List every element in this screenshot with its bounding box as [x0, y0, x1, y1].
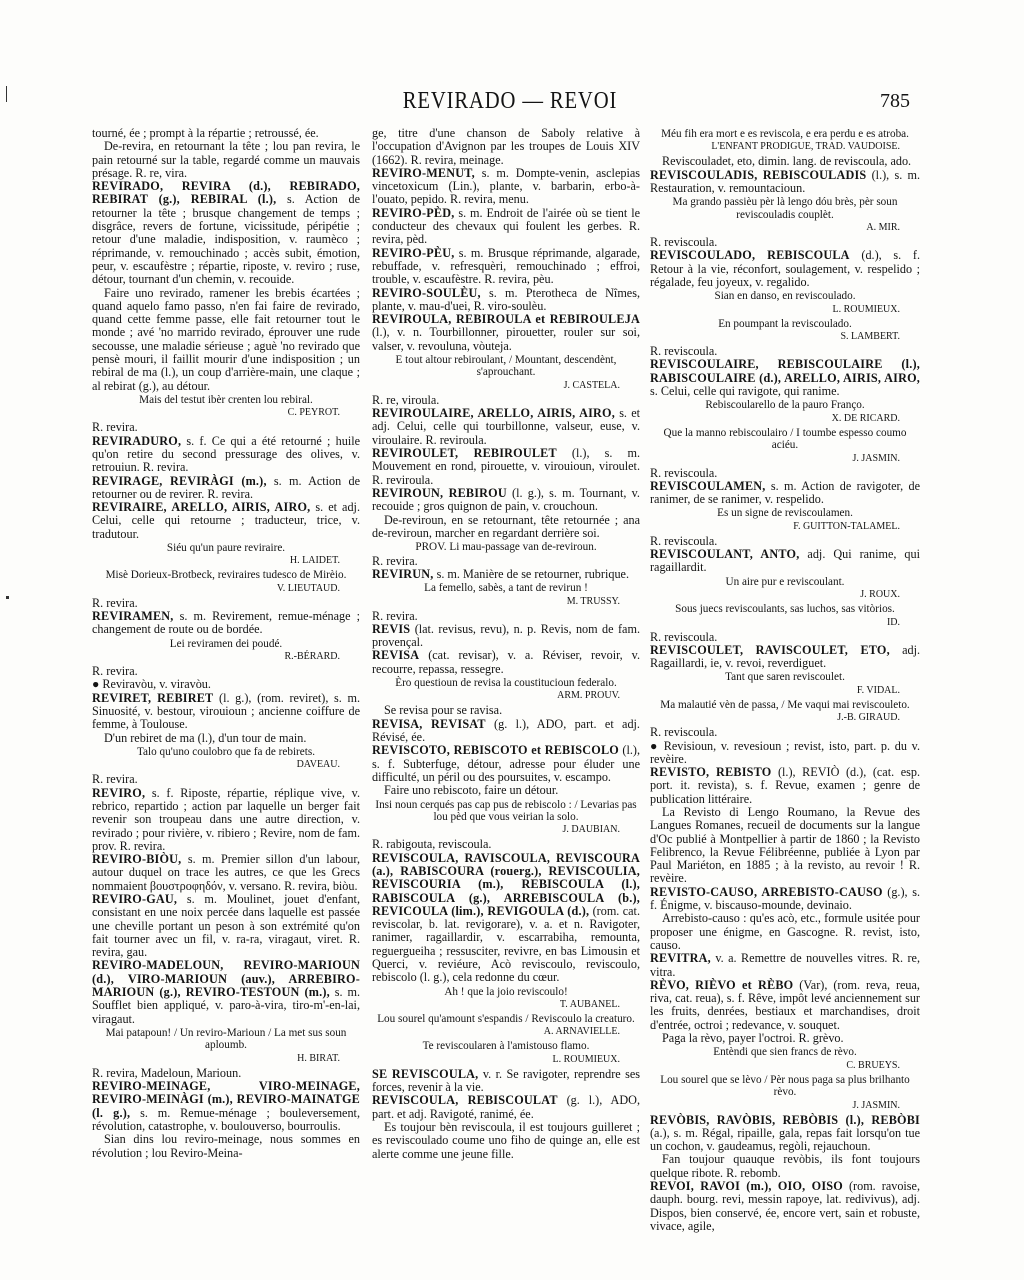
dictionary-entry	[650, 358, 920, 398]
dictionary-entry	[372, 568, 640, 581]
entry-text: s. Celui, celle qui ravigote, qui ranime.	[650, 384, 840, 398]
dictionary-entry	[650, 644, 920, 671]
entry-text: s. m. Moulinet, jouet d'enfant, consistant en une noix percée dans laquelle est passée une cheville portant un peson à son extrémité qu'on fait tourner avec un fil, v. ra-ra, viragaut, viret. R. revira, gau.	[92, 891, 360, 960]
citation	[372, 677, 640, 689]
dictionary-entry	[650, 249, 920, 289]
entry-text: s. m. Brusque réprimande, algarade, rebuffade, v. refresquèri, remouchinado ; effroi, trouble, v. escaufèstre. R. revira, pèu.	[372, 245, 640, 287]
dictionary-entry	[650, 886, 920, 913]
citation-author	[650, 304, 920, 316]
headword: REVIRET, REBIRET	[92, 690, 214, 705]
entry-text: s. m. Manière de se retourner, rubrique.	[433, 566, 629, 581]
entry-text: R. revira.	[92, 420, 138, 435]
entry-text: F. GUITTON-TALAMEL.	[793, 520, 900, 532]
entry-text: s. et adj. Celui, celle qui tourbillonne, valseur, euse, v. viroulaire. R. reviroula.	[372, 406, 640, 447]
dictionary-entry	[92, 127, 360, 140]
citation-author	[650, 222, 920, 234]
dictionary-entry	[650, 155, 920, 168]
citation	[92, 746, 360, 758]
entry-text: s. m. Action de retourner ou de revirer. R. revira.	[92, 473, 360, 501]
citation-author	[372, 380, 640, 392]
entry-text: Tant que saren reviscoulet.	[725, 671, 845, 684]
headword: REVISCOULA, RAVISCOULA, REVISCOURA (a.), RABISCOURA (rouerg.), REVISCOULIA, REVISCOURIA (m.), REBISCOULA (l.), RABISCOULA (g.), ARREBISCOULA (b.), REVICOULA (lim.), REVIGOULA (d.),	[372, 850, 640, 918]
entry-text: J. DAUBIAN.	[562, 824, 620, 836]
entry-text: R. revira.	[92, 664, 138, 679]
dictionary-entry	[92, 1080, 360, 1133]
entry-text: Te reviscoularen à l'amistouso flamo.	[422, 1040, 590, 1053]
entry-text: R. revira, Madeloun, Marioun.	[92, 1065, 242, 1080]
dictionary-entry	[650, 979, 920, 1032]
dictionary-entry	[372, 487, 640, 514]
entry-text: R. revira.	[372, 553, 418, 568]
citation-author	[650, 712, 920, 724]
entry-text: (rom. ravoise, dauph. bourg. revi, messin rapoye, lat. redivivus), adj. Dispos, bien conservé, ée, encore vert, sain et robuste, vivace, agile,	[650, 1179, 920, 1233]
dictionary-entry	[372, 555, 640, 568]
entry-text: (g. l.), ADO, part. et adj. Révisé, ée.	[372, 716, 640, 745]
dictionary-entry	[92, 678, 360, 691]
entry-text: Entèndi que sien francs de rèvo.	[713, 1046, 857, 1059]
headword: REVIROULET, REBIROULET	[372, 446, 557, 461]
entry-text: V. LIEUTAUD.	[276, 582, 340, 594]
headword: REVISTO-CAUSO, ARREBISTO-CAUSO	[650, 884, 883, 899]
entry-text: R. reviscoula.	[650, 235, 718, 250]
entry-text: (a.), s. m. Régal, ripaille, gala, repas fait lorsqu'on tue un cochon, v. gaudeamus, regòli, rejauchoun.	[650, 1125, 920, 1154]
entry-text: Lou sourel qu'amount s'espandis / Reviscoulo la creaturo.	[377, 1012, 635, 1025]
dictionary-entry	[92, 1133, 360, 1160]
entry-text: PROV. Li mau-passage van de-reviroun.	[415, 541, 597, 554]
entry-text: s. m. Soufflet bien appliqué, v. paro-à-vira, tiro-m'-en-lai, viragaut.	[92, 985, 360, 1026]
entry-text: R. rabigouta, reviscoula.	[372, 837, 492, 852]
headword: REVITRA,	[650, 951, 711, 966]
citation-author	[92, 651, 360, 663]
entry-text: H. LAIDET.	[289, 555, 340, 567]
entry-text: s. et adj. Celui, celle qui retourne ; traducteur, trice, v. tradutour.	[92, 500, 360, 541]
entry-text: C. BRUEYS.	[846, 1059, 900, 1071]
entry-text: Es un signe de reviscoulamen.	[717, 507, 853, 520]
entry-text: ARM. PROUV.	[557, 690, 620, 702]
entry-text: Arrebisto-causo : qu'es acò, etc., formule usitée pour proposer une énigme, en Gascogne. R. revist, isto, causo.	[650, 911, 920, 952]
entry-text: E tout altour rebiroulant, / Mountant, descendènt, s'aprouchant.	[395, 354, 617, 379]
entry-text: ID.	[886, 616, 900, 628]
entry-text: Èro questioun de revisa la coustitucioun federalo.	[395, 677, 617, 690]
entry-text: Reviscouladet, eto, dimin. lang. de reviscoula, ado.	[662, 154, 912, 169]
headword: SE REVISCOULA,	[372, 1066, 479, 1081]
entry-text: R. revira.	[92, 772, 138, 787]
entry-text: (cat. revisar), v. a. Réviser, revoir, v. recourre, repassa, ressegre.	[372, 648, 640, 676]
entry-text: s. m. Premier sillon d'un labour, autour duquel on trace les autres, ce que les Grecs nommaient βουστροφηδόν, v. versano. R. revira, biòu.	[92, 852, 360, 893]
entry-text: De-reviroun, en se retournant, tête retournée ; ana de-reviroun, marcher en regardant derrière soi.	[372, 512, 640, 540]
dictionary-entry	[650, 169, 920, 196]
dictionary-entry	[92, 180, 360, 286]
entry-text: Insi noun cerqués pas cap pus de rebiscolo : / Levarias pas lou pèd que vous veirian la solo.	[375, 798, 637, 823]
headword: REVISA	[372, 648, 420, 663]
dictionary-entry	[650, 236, 920, 249]
entry-text: La Revisto di Lengo Roumano, la Revue des Langues Romanes, recueil de documents sur la langue d'Oc publié à Montpellier à partir de 1860 ; la Revisto Felibrenco, la Revue Félibréenne, publiée à Lyon par Paul Mariéton, en 1885 ; à la revisto, au revoir ! R. revèire.	[650, 805, 920, 886]
citation-author	[372, 1026, 640, 1038]
entry-text: Lou sourel que se lèvo / Pèr nous paga sa plus brilhanto rèvo.	[660, 1073, 910, 1099]
dictionary-entry	[372, 623, 640, 650]
dictionary-entry	[372, 167, 640, 207]
entry-text: (l.), v. n. Tourbillonner, pirouetter, rouler sur soi, valser, v. revouluna, vòuteja.	[372, 325, 640, 353]
headword: REVIRO-MEINAGE, VIRO-MEINAGE, REVIRO-MEINÀGI (m.), REVIRO-MAINATGE (l. g.),	[92, 1079, 360, 1120]
dictionary-entry	[650, 1032, 920, 1045]
entry-text: J. JASMIN.	[852, 1099, 900, 1111]
headword: REVISTO, REBISTO	[650, 765, 772, 780]
entry-text: R. reviscoula.	[650, 465, 718, 480]
dictionary-entry	[92, 421, 360, 434]
citation-author	[650, 617, 920, 629]
entry-text: A. ARNAVIELLE.	[543, 1026, 620, 1038]
margin-dot	[6, 596, 9, 599]
dictionary-entry	[650, 548, 920, 575]
entry-text: s. m. Action de ravigoter, de ranimer, de se ranimer, v. respelido.	[650, 478, 920, 507]
entry-text: s. m. Remue-ménage ; bouleversement, révolution, catastrophe, v. boulouverso, bourroulis.	[92, 1105, 360, 1133]
citation-author	[650, 521, 920, 533]
page-number: 785	[880, 90, 910, 112]
dictionary-entry	[92, 435, 360, 475]
citation	[650, 1074, 920, 1099]
citation	[92, 569, 360, 581]
headword: REVIRO-SOULÈU,	[372, 285, 481, 300]
dictionary-entry	[650, 766, 920, 806]
headword: REVIRAIRE, ARELLO, AIRIS, AIRO,	[92, 500, 311, 515]
dictionary-entry	[650, 912, 920, 952]
page-header	[110, 88, 910, 124]
entry-text: Es toujour bèn reviscoula, il est toujours guilleret ; es reviscoulado coume uno fiho de quinge an, elle est alerte comme une jeune fille.	[372, 1119, 640, 1161]
dictionary-entry	[92, 773, 360, 786]
headword: REVIROULAIRE, ARELLO, AIRIS, AIRO,	[372, 406, 615, 421]
entry-text: (g.), s. f. Énigme, v. biscauso-mounde, devinaio.	[650, 884, 920, 913]
citation-author	[650, 141, 920, 153]
column-3	[650, 127, 920, 1247]
entry-text: s. m. Pterotheca de Nîmes, plante, v. mau-d'uei, R. viro-soulèu.	[372, 285, 640, 313]
entry-text: J. CASTELA.	[563, 379, 620, 391]
citation	[650, 1046, 920, 1058]
dictionary-entry	[372, 704, 640, 717]
dictionary-entry	[92, 665, 360, 678]
headword: REVISCOULAIRE, REBISCOULAIRE (l.), RABISCOULAIRE (d.), ARELLO, AIRIS, AIRO,	[650, 357, 920, 385]
dictionary-entry	[92, 732, 360, 745]
dictionary-entry	[372, 394, 640, 407]
entry-text: s. Action de retourner la tête ; brusque changement de temps ; disgrâce, revers de fortune, vicissitude, péripétie ; retour d'une maladie, indisposition, v. raumèco ; réprimande, v. remouchinado ; accès subit, émotion, peur, v. escaufèstre ; répartie, riposte, v. reviro ; ruse, détour, tournant d'un chemin, v. recouide.	[92, 192, 360, 287]
entry-text: Sous juecs reviscoulants, sas luchos, sas vitòrios.	[675, 603, 895, 616]
headword: RÈVO, RIÈVO et RÈBO	[650, 977, 794, 992]
dictionary-entry	[372, 610, 640, 623]
entry-text: Ma grando passièu pèr là lengo dóu brès, pèr soun reviscouladis couplèt.	[672, 196, 898, 221]
entry-text: Fan toujour quauque revòbis, ils font toujours quelque ribote. R. rebomb.	[650, 1152, 920, 1180]
entry-text: (l. g.), s. m. Tournant, v. recouide ; gros quignon de pain, v. crouchoun.	[372, 485, 640, 514]
entry-text: Mais del testut ibèr crenten lou rebiral.	[139, 393, 313, 406]
dictionary-entry	[650, 806, 920, 886]
column-2	[372, 127, 640, 1247]
entry-text: R. reviscoula.	[650, 533, 718, 548]
headword: REVIRO-PÈU,	[372, 245, 455, 260]
entry-text: Un aire pur e reviscoulant.	[725, 575, 845, 588]
dictionary-entry	[92, 692, 360, 732]
entry-text: Siéu qu'un paure reviraire.	[166, 542, 286, 555]
headword: REVIROUN, REBIROU	[372, 485, 507, 500]
entry-text: De-revira, en retournant la tête ; lou pan revira, le pain retourné sur la table, regardé comme un mauvais présage. R. re, vira.	[92, 139, 360, 180]
citation-author	[372, 690, 640, 702]
citation-author	[92, 759, 360, 771]
entry-text: X. DE RICARD.	[831, 412, 900, 424]
dictionary-entry	[372, 287, 640, 314]
entry-text: Se revisa pour se ravisa.	[384, 703, 503, 718]
citation	[372, 1013, 640, 1025]
entry-text: Lei reviramen dei poudé.	[169, 637, 283, 650]
citation	[650, 603, 920, 615]
entry-text: R.-BÉRARD.	[284, 651, 340, 663]
entry-text: adj. Qui ranime, qui ragaillardit.	[650, 547, 920, 575]
dictionary-entry	[650, 952, 920, 979]
citation	[92, 542, 360, 554]
dictionary-entry	[650, 631, 920, 644]
headword: REVIRUN,	[372, 566, 434, 581]
entry-text: (Var), (rom. reva, reua, riva, cat. reua), s. f. Rêve, impôt levé anciennement sur les fruits, denrées, bestiaux et marchandises, droit d'entrée, octroi ; redevance, v. souquet.	[650, 977, 920, 1032]
entry-text: Faire uno revirado, ramener les brebis écartées ; quand aquelo famo passo, n'en fai faire de revirado, quand cette femme passe, elle fait retourner tout le monde ; avé 'no marrido revirado, éprouver une rude secousse, une maladie sérieuse ; aguè 'no revirado que pensè mouri, il faillit mourir d'une indisposition ; un rebiral de ma (l.), un coup d'arrière-main, une claque ; al rebirat (g.), au détour.	[92, 285, 360, 393]
citation-author	[650, 589, 920, 601]
headword: REVISCOULANT, ANTO,	[650, 547, 800, 562]
entry-text: v. a. Remettre de nouvelles vitres. R. re, vitra.	[650, 951, 920, 979]
entry-text: Mai patapoun! / Un reviro-Marioun / La met sus soun aploumb.	[105, 1026, 347, 1052]
entry-text: F. VIDAL.	[856, 684, 900, 696]
citation	[372, 799, 640, 824]
entry-text: (g. l.), ADO, part. et adj. Ravigoté, ranimé, ée.	[372, 1093, 640, 1121]
dictionary-entry	[650, 345, 920, 358]
citation-author	[650, 413, 920, 425]
dictionary-entry	[372, 447, 640, 487]
dictionary-entry	[650, 467, 920, 480]
headword: REVIRAGE, REVIRÀGI (m.),	[92, 473, 267, 488]
entry-text: A. MIR.	[866, 222, 900, 234]
dictionary-entry	[92, 287, 360, 393]
entry-text: (l.), REVIÒ (d.), (cat. esp. port. it. revista), s. f. Revue, examen ; genre de publication littéraire.	[650, 765, 920, 806]
headword: REVOI, RAVOI (m.), OIO, OISO	[650, 1179, 843, 1194]
dictionary-entry	[92, 787, 360, 853]
dictionary-entry	[650, 480, 920, 507]
dictionary-entry	[92, 893, 360, 959]
citation	[650, 576, 920, 588]
citation	[372, 986, 640, 998]
entry-text: R. reviscoula.	[650, 725, 718, 740]
entry-text: DAVEAU.	[296, 759, 340, 771]
entry-text: (l.), s. m. Restauration, v. remountacioun.	[650, 167, 920, 195]
citation	[372, 582, 640, 594]
entry-text: Misè Dorieux-Brotbeck, reviraires tudesco de Mirèio.	[105, 569, 347, 582]
entry-text: (rom. cat. reviscolar, b. lat. revigorare), v. a. et n. Ravigoter, ranimer, ragaillardir, v. escarrabiha, remounta, reguergueiha ; ressusciter, revivre, en bas Limousin et Querci, v. reviéure, Acò reviscoulo, reviscoulo, rebiscolo (l. g.), cela redonne du cœur.	[372, 903, 640, 985]
citation	[650, 699, 920, 711]
headword: REVÒBIS, RAVÒBIS, REBÒBIS (l.), REBÒBI	[650, 1112, 920, 1127]
dictionary-entry	[92, 1067, 360, 1080]
entry-text: J.-B. GIRAUD.	[837, 712, 900, 724]
citation	[650, 427, 920, 452]
entry-text: v. r. Se ravigoter, reprendre ses forces, revenir à la vie.	[372, 1066, 640, 1095]
entry-text: s. m. Endroit de l'airée où se tient le conducteur des chevaux qui foulent les gerbes. R. revira, pèd.	[372, 205, 640, 247]
entry-text: ge, titre d'une chanson de Saboly relative à l'occupation d'Avignon par les troupes de Louis XIV (1662). R. revira, meinage.	[372, 127, 640, 167]
dictionary-entry	[372, 247, 640, 287]
dictionary-entry	[650, 726, 920, 739]
citation	[650, 507, 920, 519]
dictionary-entry	[92, 853, 360, 893]
dictionary-entry	[92, 475, 360, 502]
dictionary-entry	[372, 127, 640, 167]
entry-text: tourné, ée ; prompt à la répartie ; retroussé, ée.	[92, 127, 319, 140]
entry-text: M. TRUSSY.	[566, 595, 620, 607]
entry-text: (l. g.), (rom. reviret), s. m. Sinuosité, v. bestour, virouioun ; ancienne coiffure de femme, à Toulouse.	[92, 690, 360, 732]
dictionary-entry	[372, 744, 640, 784]
entry-text: Paga la rèvo, payer l'octroi. R. grèvo.	[662, 1031, 844, 1046]
citation	[92, 638, 360, 650]
entry-text: Faire uno rebiscoto, faire un détour.	[384, 783, 559, 798]
dictionary-entry	[372, 313, 640, 353]
headword: REVIRO-MADELOUN, REVIRO-MARIOUN (d.), VIRO-MARIOUN (auv.), ARREBIRO-MARIOUN (g.), REVIRO-TESTOUN (m.),	[92, 958, 360, 1000]
entry-text: (l.), s. m. Mouvement en rond, pirouette, v. virouioun, viroulet. R. reviroula.	[372, 446, 640, 487]
entry-text: ● Revisioun, v. revesioun ; revist, isto, part. p. du v. revèire.	[650, 738, 920, 766]
citation	[372, 1040, 640, 1052]
entry-text: J. ROUX.	[860, 589, 900, 601]
entry-text: R. reviscoula.	[650, 344, 718, 359]
dictionary-entry	[372, 407, 640, 447]
citation-author	[372, 596, 640, 608]
entry-text: L. ROUMIEUX.	[552, 1053, 620, 1065]
dictionary-entry	[372, 207, 640, 247]
citation	[650, 290, 920, 302]
dictionary-entry	[372, 838, 640, 851]
entry-text: s. f. Ce qui a été retourné ; huile qu'on retire du second pressurage des olives, v. retrouiun. R. revira.	[92, 433, 360, 475]
entry-text: R. revira.	[372, 608, 418, 623]
dictionary-entry	[92, 610, 360, 637]
entry-text: H. BIRAT.	[297, 1052, 340, 1064]
citation	[650, 128, 920, 140]
entry-text: R. reviscoula.	[650, 629, 718, 644]
headword: REVISCOULADO, REBISCOULA	[650, 248, 850, 263]
dictionary-entry	[92, 597, 360, 610]
headword: REVIROULA, REBIROULA et REBIROULEJA	[372, 312, 640, 327]
entry-text: J. JASMIN.	[852, 452, 900, 464]
citation-author	[650, 1100, 920, 1112]
headword: REVIRADURO,	[92, 433, 182, 448]
dictionary-entry	[372, 1068, 640, 1095]
entry-text: s. m. Revirement, remue-ménage ; changement de route ou de bordée.	[92, 609, 360, 637]
citation	[92, 1027, 360, 1052]
citation-author	[650, 453, 920, 465]
entry-text: (l.), s. f. Subterfuge, détour, adresse pour éluder une difficulté, un péril ou des poursuites, v. escampo.	[372, 743, 640, 784]
dictionary-entry	[650, 740, 920, 767]
entry-text: Méu fih era mort e es reviscola, e era perdu e es atroba.	[661, 128, 909, 140]
dictionary-entry	[372, 784, 640, 797]
citation-author	[372, 824, 640, 836]
entry-text: s. f. Riposte, répartie, réplique vive, v. rebrico, repartido ; action par laquelle un berger fait revenir son troupeau dans une autre direction, v. revirado ; pour rivière, v. ribiero ; Revire, nom de fam. prov. R. revira.	[92, 785, 360, 853]
dictionary-entry	[92, 501, 360, 541]
citation-author	[650, 1060, 920, 1072]
entry-text: L. ROUMIEUX.	[832, 303, 900, 315]
citation-author	[92, 555, 360, 567]
dictionary-entry	[372, 649, 640, 676]
citation-author	[650, 331, 920, 343]
entry-text: Que la manno rebiscoulairo / I toumbe espesso coumo aciéu.	[663, 426, 907, 452]
headword: REVIRO-GAU,	[92, 891, 178, 906]
headword: REVISCOULAMEN,	[650, 478, 766, 493]
citation-author	[92, 583, 360, 595]
dictionary-entry	[372, 1094, 640, 1121]
headword: REVISCOULA, REBISCOULAT	[372, 1093, 558, 1108]
entry-text: ● Reviravòu, v. viravòu.	[92, 677, 211, 692]
entry-text: D'un rebiret de ma (l.), d'un tour de main.	[104, 730, 307, 745]
dictionary-entry	[92, 140, 360, 180]
citation	[372, 541, 640, 553]
citation-author	[650, 685, 920, 697]
headword: REVIRO,	[92, 785, 146, 800]
entry-text: s. m. Dompte-venin, asclepias vincetoxicum (Lin.), plante, v. barbarin, erbo-à-l'ouato, pepido. R. revira, menu.	[372, 165, 640, 207]
dictionary-entry	[92, 959, 360, 1025]
entry-text: Ah ! que la joio reviscoulo!	[444, 985, 568, 998]
citation	[650, 196, 920, 221]
entry-text: Sian dins lou reviro-meinage, nous sommes en révolution ; lou Reviro-Meina-	[92, 1132, 360, 1160]
headword: REVIRAMEN,	[92, 609, 174, 624]
headword: REVIRO-PÈD,	[372, 205, 455, 220]
citation-author	[92, 1053, 360, 1065]
headword: REVISCOULADIS, REBISCOULADIS	[650, 167, 867, 182]
headword: REVISA, REVISAT	[372, 716, 486, 731]
entry-text: adj. Ragaillardi, ie, v. revoi, reverdiguet.	[650, 642, 920, 671]
dictionary-entry	[372, 852, 640, 985]
dictionary-entry	[650, 1114, 920, 1154]
citation	[372, 354, 640, 379]
citation	[92, 394, 360, 406]
entry-text: (d.), s. f. Retour à la vie, réconfort, soulagement, v. respelido ; régalade, feu joyeux, v. regalido.	[650, 248, 920, 289]
entry-text: L'ENFANT PRODIGUE, TRAD. VAUDOISE.	[711, 141, 900, 153]
headword: REVISCOTO, REBISCOTO et REBISCOLO	[372, 743, 619, 758]
citation-author	[372, 1054, 640, 1066]
margin-mark	[6, 86, 7, 102]
entry-text: En poumpant la reviscoulado.	[718, 317, 852, 330]
dictionary-entry	[372, 1121, 640, 1161]
entry-text: La femello, sabès, a tant de revirun !	[424, 582, 588, 595]
dictionary-entry	[372, 718, 640, 745]
column-1	[92, 127, 360, 1247]
headword: REVISCOULET, RAVISCOULET, ETO,	[650, 642, 890, 657]
dictionary-entry	[372, 514, 640, 541]
entry-text: Ma malautié vèn de passa, / Me vaqui mai reviscouleto.	[660, 698, 910, 711]
headword: REVIS	[372, 621, 411, 636]
citation	[650, 671, 920, 683]
running-head: REVIRADO — REVOI	[402, 88, 618, 114]
citation	[650, 318, 920, 330]
headword: REVIRO-BIÒU,	[92, 852, 182, 867]
entry-text: R. re, viroula.	[372, 392, 440, 407]
dictionary-entry	[650, 535, 920, 548]
entry-text: R. revira.	[92, 595, 138, 610]
headword: REVIRO-MENUT,	[372, 165, 475, 180]
headword: REVIRADO, REVIRA (d.), REBIRADO, REBIRAT (g.), REBIRAL (l.),	[92, 179, 360, 207]
entry-text: S. LAMBERT.	[840, 331, 900, 343]
entry-text: T. AUBANEL.	[559, 998, 620, 1010]
dictionary-entry	[650, 1153, 920, 1180]
dictionary-entry	[650, 1180, 920, 1233]
citation-author	[372, 999, 640, 1011]
citation-author	[92, 407, 360, 419]
entry-text: Sian en danso, en reviscoulado.	[714, 290, 856, 303]
entry-text: Talo qu'uno coulobro que fa de rebirets.	[137, 745, 315, 758]
entry-text: C. PEYROT.	[287, 407, 340, 419]
citation	[650, 399, 920, 411]
entry-text: (lat. revisus, revu), n. p. Revis, nom de fam. provençal.	[372, 621, 640, 650]
entry-text: Rebiscoularello de la pauro Franço.	[705, 399, 865, 412]
